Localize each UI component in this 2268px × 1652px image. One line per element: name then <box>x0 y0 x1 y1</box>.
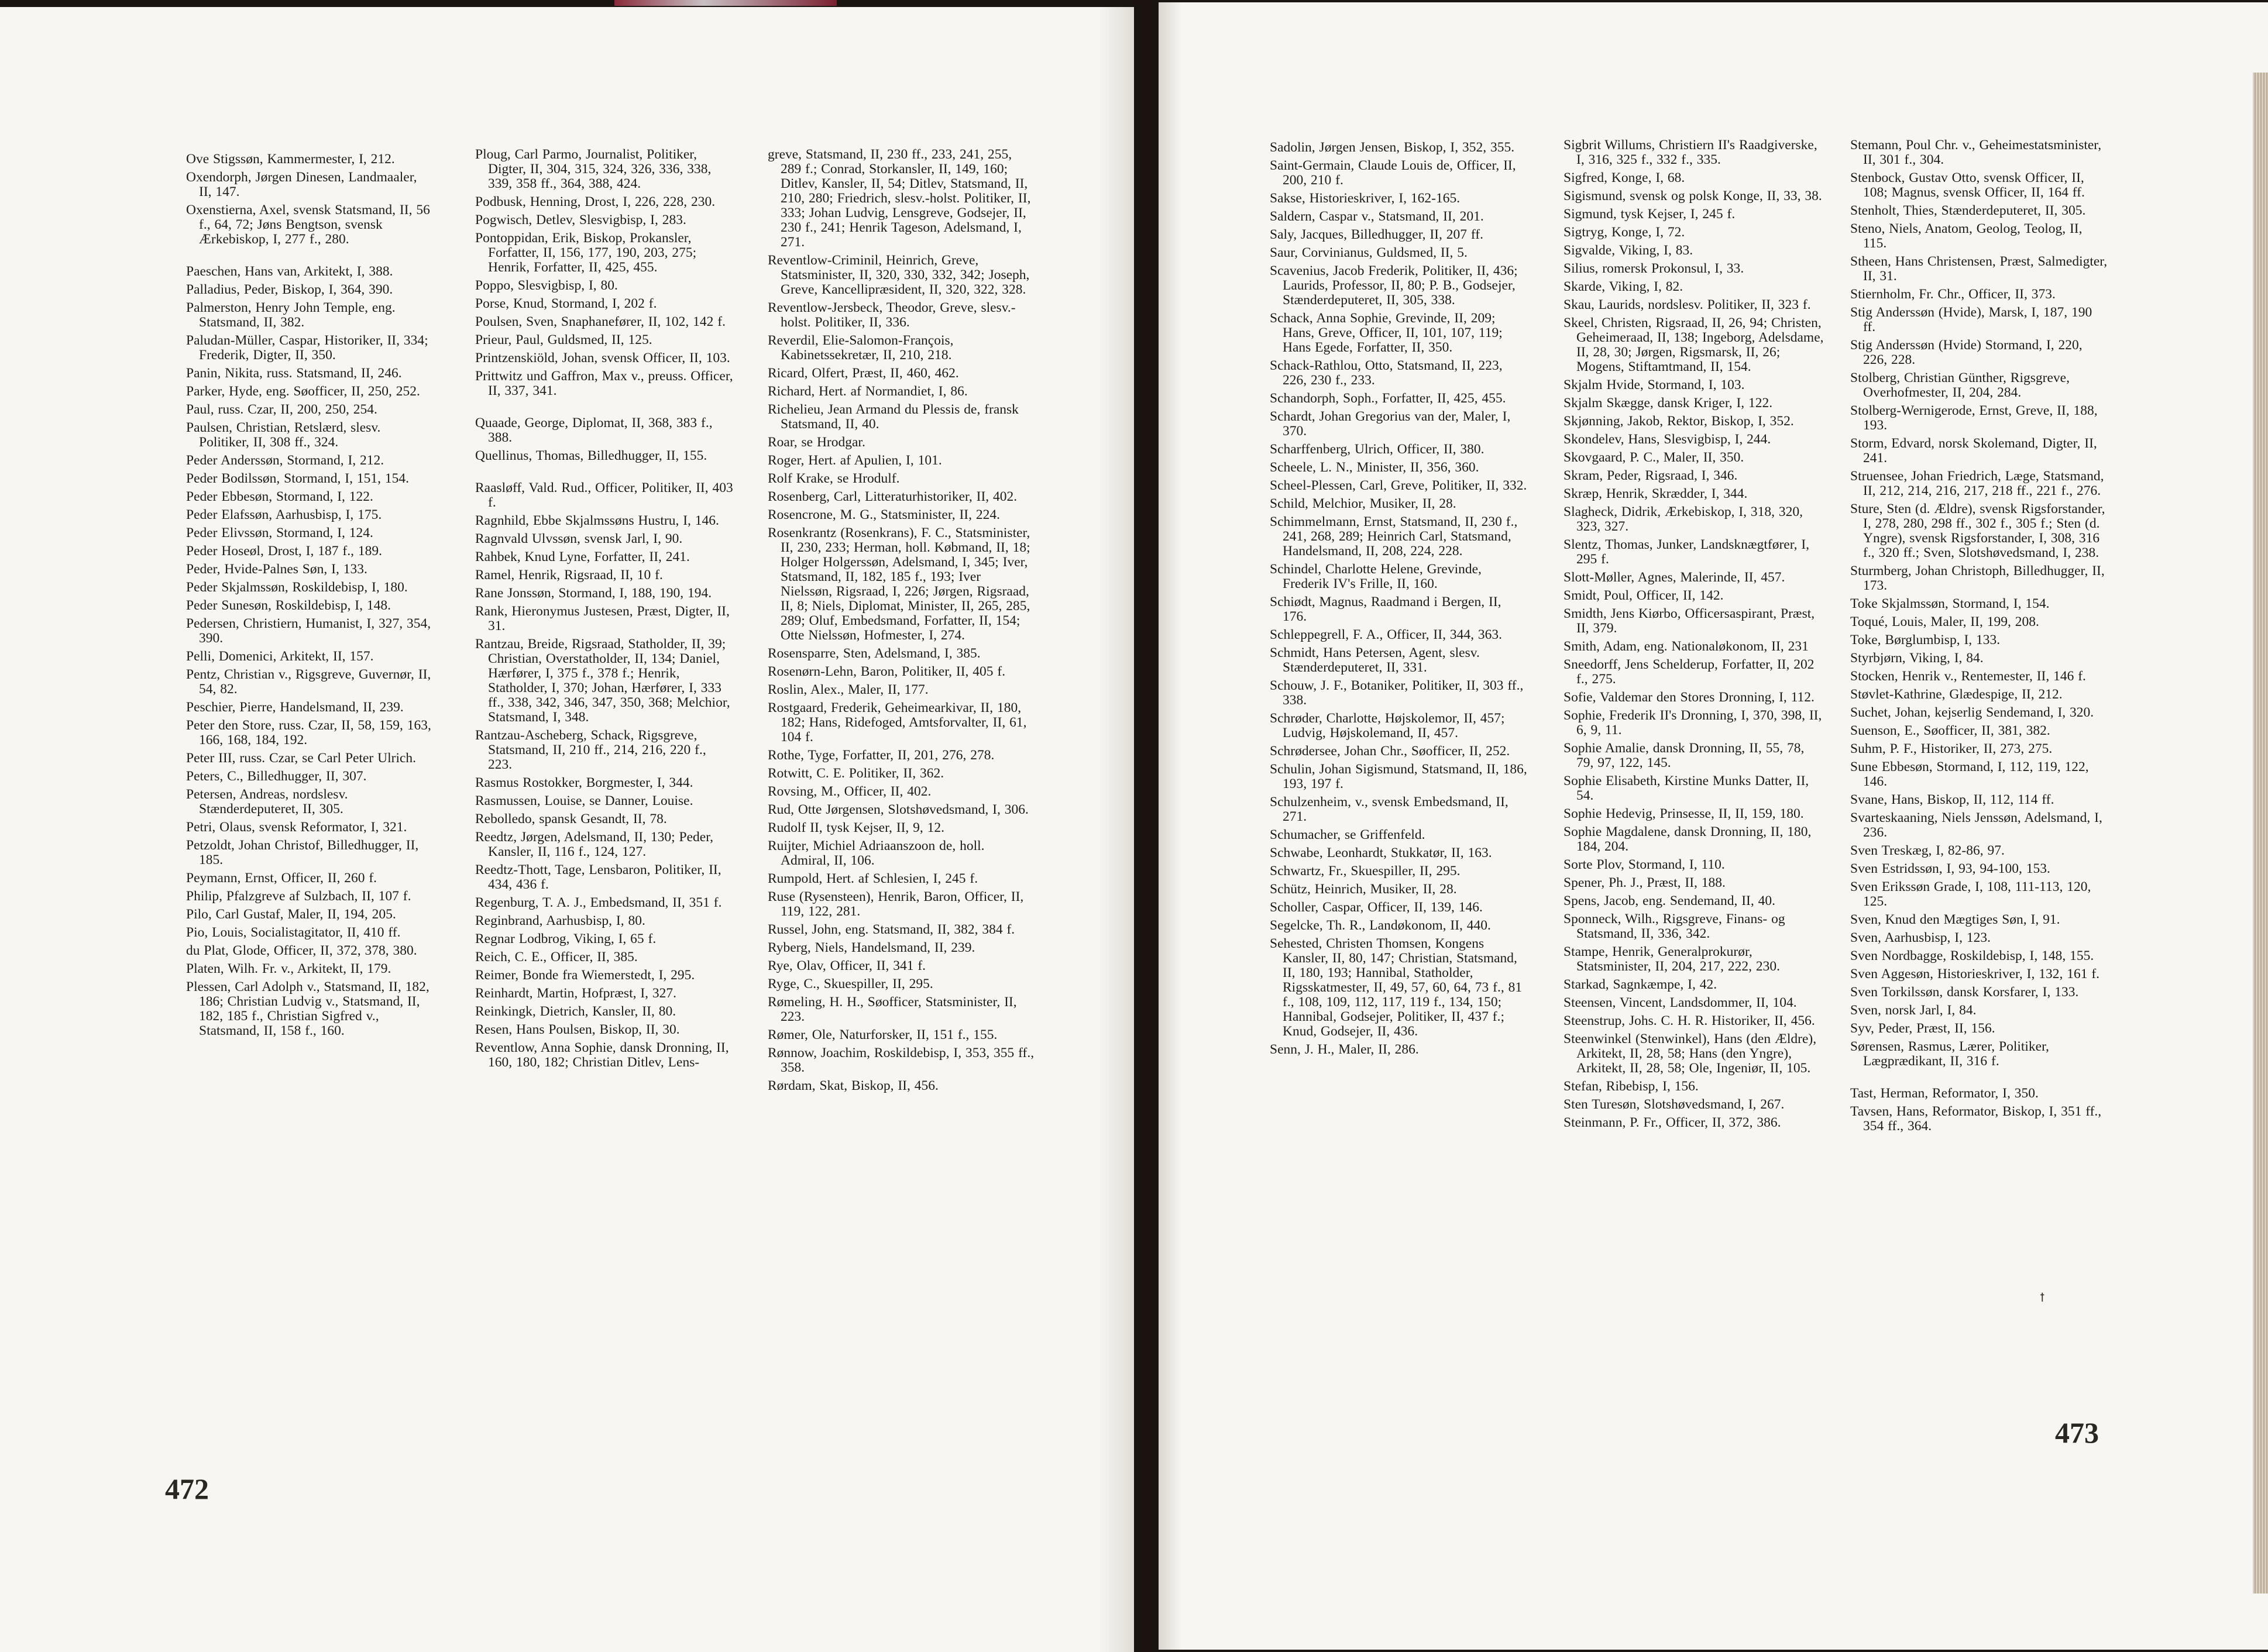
page-edge-stack <box>2253 73 2268 1594</box>
pencil-mark-icon: ꝉ <box>2040 1292 2045 1305</box>
index-entry: Saur, Corvinianus, Guldsmed, II, 5. <box>1270 245 1468 260</box>
index-entry: Paludan-Müller, Caspar, Historiker, II, 334; Frederik, Digter, II, 350. <box>186 333 428 363</box>
index-entry: Sven Estridssøn, I, 93, 94-100, 153. <box>1850 861 2050 876</box>
index-entry: Sigtryg, Konge, I, 72. <box>1563 225 1685 240</box>
index-column <box>1850 138 2108 1137</box>
section-gap <box>475 467 734 481</box>
index-entry: Steinmann, P. Fr., Officer, II, 372, 386. <box>1563 1115 1781 1130</box>
index-entry: Skram, Peder, Rigsraad, I, 346. <box>1563 468 1738 483</box>
index-entry: Slagheck, Didrik, Ærkebiskop, I, 318, 320, 323, 327. <box>1563 504 1803 534</box>
index-entry: Styrbjørn, Viking, I, 84. <box>1850 651 1984 666</box>
index-entry: Steno, Niels, Anatom, Geolog, Teolog, II, 115. <box>1850 221 2083 251</box>
index-entry: Roger, Hert. af Apulien, I, 101. <box>768 453 942 468</box>
index-entry: Reinkingk, Dietrich, Kansler, II, 80. <box>475 1004 676 1019</box>
index-entry: greve, Statsmand, II, 230 ff., 233, 241, 255, 289 f.; Conrad, Storkansler, II, 149, 160; Ditlev, Kansler, II, 54; Ditlev, Statsmand, II, 210, 280; Friedrich, slesv.-holst. Politiker, II, 333; Johan Ludvig, Lensgreve, Godsejer, II, 230 f., 241; Henrik Tageson, Adelsmand, I, 271. <box>768 147 1031 250</box>
index-entry: Sven Torkilssøn, dansk Korsfarer, I, 133. <box>1850 985 2079 1000</box>
index-entry: Segelcke, Th. R., Landøkonom, II, 440. <box>1270 918 1491 933</box>
index-entry: Rørdam, Skat, Biskop, II, 456. <box>768 1078 939 1093</box>
index-entry: Sture, Sten (d. Ældre), svensk Rigsforstander, I, 278, 280, 298 ff., 302 f., 305 f.; Sten (d. Yngre), svensk Rigsforstander, I, 308, 316 f., 320 ff.; Sven, Slotshøvedsmand, I, 238. <box>1850 501 2105 560</box>
index-entry: Ove Stigssøn, Kammermester, I, 212. <box>186 152 395 167</box>
page-gutter-shadow <box>1099 7 1134 1652</box>
index-entry: Scheel-Plessen, Carl, Greve, Politiker, II, 332. <box>1270 478 1527 493</box>
index-entry: Slott-Møller, Agnes, Malerinde, II, 457. <box>1563 570 1785 585</box>
index-entry: Rosensparre, Sten, Adelsmand, I, 385. <box>768 646 981 661</box>
index-entry: Roslin, Alex., Maler, II, 177. <box>768 682 929 697</box>
index-entry: Sven, norsk Jarl, I, 84. <box>1850 1003 1977 1018</box>
index-entry: Rotwitt, C. E. Politiker, II, 362. <box>768 766 944 781</box>
index-column <box>1563 138 1824 1134</box>
index-entry: Rothe, Tyge, Forfatter, II, 201, 276, 278. <box>768 748 995 763</box>
index-entry: Saly, Jacques, Billedhugger, II, 207 ff. <box>1270 227 1483 242</box>
index-entry: Toke Skjalmssøn, Stormand, I, 154. <box>1850 596 2050 611</box>
index-column <box>186 152 432 1042</box>
index-entry: Schiødt, Magnus, Raadmand i Bergen, II, 176. <box>1270 594 1501 624</box>
index-entry: Pilo, Carl Gustaf, Maler, II, 194, 205. <box>186 907 396 922</box>
index-entry: Reich, C. E., Officer, II, 385. <box>475 949 638 965</box>
index-entry: Rolf Krake, se Hrodulf. <box>768 471 900 486</box>
index-entry: Richard, Hert. af Normandiet, I, 86. <box>768 384 968 399</box>
index-entry: Sakse, Historieskriver, I, 162-165. <box>1270 191 1461 206</box>
index-entry: Sten Turesøn, Slotshøvedsmand, I, 267. <box>1563 1097 1785 1112</box>
page-number: 472 <box>165 1472 209 1505</box>
index-entry: Scheele, L. N., Minister, II, 356, 360. <box>1270 460 1479 475</box>
index-entry: Saldern, Caspar v., Statsmand, II, 201. <box>1270 209 1484 224</box>
section-gap <box>1850 1072 2108 1086</box>
index-entry: Sørensen, Rasmus, Lærer, Politiker, Lægprædikant, II, 316 f. <box>1850 1039 2049 1069</box>
index-entry: Sophie Elisabeth, Kirstine Munks Datter, II, 54. <box>1563 773 1809 803</box>
index-entry: Prittwitz und Gaffron, Max v., preuss. Officer, II, 337, 341. <box>475 369 733 398</box>
index-entry: Palmerston, Henry John Temple, eng. Statsmand, II, 382. <box>186 300 396 330</box>
index-entry: Ragnhild, Ebbe Skjalmssøns Hustru, I, 146. <box>475 513 719 528</box>
index-entry: Podbusk, Henning, Drost, I, 226, 228, 230. <box>475 194 716 209</box>
index-entry: Sven, Knud den Mægtiges Søn, I, 91. <box>1850 912 2060 927</box>
index-entry: Stig Anderssøn (Hvide) Stormand, I, 220, 226, 228. <box>1850 338 2083 367</box>
index-entry: Reventlow, Anna Sophie, dansk Dronning, II, 160, 180, 182; Christian Ditlev, Lens- <box>475 1040 729 1070</box>
index-entry: Ragnvald Ulvssøn, svensk Jarl, I, 90. <box>475 531 683 546</box>
index-entry: Stemann, Poul Chr. v., Geheimestatsminister, II, 301 f., 304. <box>1850 137 2102 167</box>
index-column <box>768 147 1036 1097</box>
index-entry: Støvlet-Kathrine, Glædespige, II, 212. <box>1850 687 2063 702</box>
index-entry: Russel, John, eng. Statsmand, II, 382, 384 f. <box>768 922 1015 937</box>
index-entry: Peter den Store, russ. Czar, II, 58, 159, 163, 166, 168, 184, 192. <box>186 718 431 748</box>
index-entry: Plessen, Carl Adolph v., Statsmand, II, 182, 186; Christian Ludvig v., Statsmand, II, 182, 185 f., Christian Sigfred v., Statsmand, II, 158 f., 160. <box>186 979 429 1038</box>
index-entry: Sofie, Valdemar den Stores Dronning, I, 112. <box>1563 690 1815 705</box>
index-entry: Schandorph, Soph., Forfatter, II, 425, 455. <box>1270 391 1506 406</box>
index-entry: Schouw, J. F., Botaniker, Politiker, II, 303 ff., 338. <box>1270 678 1524 708</box>
index-entry: Oxenstierna, Axel, svensk Statsmand, II, 56 f., 64, 72; Jøns Bengtson, svensk Ærkebiskop, I, 277 f., 280. <box>186 202 430 247</box>
index-entry: Ploug, Carl Parmo, Journalist, Politiker, Digter, II, 304, 315, 324, 326, 336, 338, 339, 358 ff., 364, 388, 424. <box>475 147 712 191</box>
index-entry: Ruse (Rysensteen), Henrik, Baron, Officer, II, 119, 122, 281. <box>768 889 1024 919</box>
index-entry: Peder Elivssøn, Stormand, I, 124. <box>186 525 373 541</box>
index-entry: Pio, Louis, Socialistagitator, II, 410 ff. <box>186 925 401 940</box>
index-entry: Schütz, Heinrich, Musiker, II, 28. <box>1270 882 1457 897</box>
index-entry: Skjalm Hvide, Stormand, I, 103. <box>1563 377 1745 393</box>
index-entry: Sneedorff, Jens Schelderup, Forfatter, II, 202 f., 275. <box>1563 657 1815 687</box>
index-entry: Rosencrone, M. G., Statsminister, II, 224. <box>768 507 1000 522</box>
index-column <box>1270 140 1527 1061</box>
index-entry: Petzoldt, Johan Christof, Billedhugger, II, 185. <box>186 838 419 868</box>
index-entry: Parker, Hyde, eng. Søofficer, II, 250, 252. <box>186 384 420 399</box>
index-entry: Rebolledo, spansk Gesandt, II, 78. <box>475 811 667 827</box>
index-entry: Schulzenheim, v., svensk Embedsmand, II, 271. <box>1270 794 1508 824</box>
index-entry: Schild, Melchior, Musiker, II, 28. <box>1270 496 1456 511</box>
index-entry: Rane Jonssøn, Stormand, I, 188, 190, 194. <box>475 586 712 601</box>
index-entry: Steenwinkel (Stenwinkel), Hans (den Ældre), Arkitekt, II, 28, 58; Hans (den Yngre), Arkitekt, II, 28, 58; Ole, Ingeniør, II, 105. <box>1563 1031 1817 1076</box>
index-entry: Paulsen, Christian, Retslærd, slesv. Politiker, II, 308 ff., 324. <box>186 420 381 450</box>
index-entry: Rasmussen, Louise, se Danner, Louise. <box>475 793 693 808</box>
page-number: 473 <box>2055 1416 2099 1449</box>
index-entry: Spener, Ph. J., Præst, II, 188. <box>1563 875 1726 890</box>
index-entry: Tast, Herman, Reformator, I, 350. <box>1850 1086 2039 1101</box>
index-entry: Storm, Edvard, norsk Skolemand, Digter, II, 241. <box>1850 436 2097 466</box>
index-entry: Resen, Hans Poulsen, Biskop, II, 30. <box>475 1022 680 1037</box>
index-entry: Rømeling, H. H., Søofficer, Statsminister, II, 223. <box>768 994 1017 1024</box>
index-entry: Regenburg, T. A. J., Embedsmand, II, 351 f. <box>475 895 722 910</box>
index-entry: Smidt, Poul, Officer, II, 142. <box>1563 588 1724 603</box>
index-entry: Rumpold, Hert. af Schlesien, I, 245 f. <box>768 871 978 886</box>
index-entry: Quellinus, Thomas, Billedhugger, II, 155. <box>475 448 707 463</box>
index-entry: Ramel, Henrik, Rigsraad, II, 10 f. <box>475 567 663 583</box>
index-entry: Roar, se Hrodgar. <box>768 435 865 450</box>
index-entry: Petri, Olaus, svensk Reformator, I, 321. <box>186 820 407 835</box>
index-entry: Sponneck, Wilh., Rigsgreve, Finans- og Statsmand, II, 336, 342. <box>1563 911 1785 941</box>
index-entry: Reverdil, Elie-Salomon-François, Kabinetssekretær, II, 210, 218. <box>768 333 954 363</box>
index-entry: Sigfred, Konge, I, 68. <box>1563 170 1685 185</box>
index-entry: Poppo, Slesvigbisp, I, 80. <box>475 278 618 293</box>
index-entry: Prieur, Paul, Guldsmed, II, 125. <box>475 332 652 347</box>
index-entry: Skeel, Christen, Rigsraad, II, 26, 94; Christen, Geheimeraad, II, 138; Ingeborg, Adelsdame, II, 28, 30; Jørgen, Rigsmarsk, II, 26; Mogens, Stiftamtmand, II, 154. <box>1563 315 1824 374</box>
index-entry: Scholler, Caspar, Officer, II, 139, 146. <box>1270 900 1483 915</box>
index-entry: Schardt, Johan Gregorius van der, Maler, I, 370. <box>1270 409 1511 439</box>
index-entry: Reedtz, Jørgen, Adelsmand, II, 130; Peder, Kansler, II, 116 f., 124, 127. <box>475 830 713 859</box>
section-gap <box>186 250 432 264</box>
index-entry: Rosenørn-Lehn, Baron, Politiker, II, 405 f. <box>768 664 1006 679</box>
index-entry: Rømer, Ole, Naturforsker, II, 151 f., 155. <box>768 1027 998 1042</box>
index-entry: Smidth, Jens Kiørbo, Officersaspirant, Præst, II, 379. <box>1563 606 1815 636</box>
index-entry: Silius, romersk Prokonsul, I, 33. <box>1563 261 1744 276</box>
index-entry: Sven Erikssøn Grade, I, 108, 111-113, 120, 125. <box>1850 879 2091 909</box>
index-entry: Stocken, Henrik v., Rentemester, II, 146 f. <box>1850 669 2086 684</box>
index-entry: Rantzau-Ascheberg, Schack, Rigsgreve, Statsmand, II, 210 ff., 214, 216, 220 f., 223. <box>475 728 706 772</box>
index-entry: Schulin, Johan Sigismund, Statsmand, II, 186, 193, 197 f. <box>1270 762 1527 791</box>
index-entry: Sven Aggesøn, Historieskriver, I, 132, 161 f. <box>1850 966 2100 982</box>
index-entry: Pelli, Domenici, Arkitekt, II, 157. <box>186 649 374 664</box>
index-entry: Starkad, Sagnkæmpe, I, 42. <box>1563 977 1717 992</box>
index-entry: Slentz, Thomas, Junker, Landsknægtfører, I, 295 f. <box>1563 537 1810 567</box>
index-entry: Schleppegrell, F. A., Officer, II, 344, 363. <box>1270 627 1502 642</box>
index-entry: Schack-Rathlou, Otto, Statsmand, II, 223, 226, 230 f., 233. <box>1270 358 1503 388</box>
index-entry: Palladius, Peder, Biskop, I, 364, 390. <box>186 282 393 297</box>
right-page <box>1159 2 2268 1650</box>
index-entry: Peder, Hvide-Palnes Søn, I, 133. <box>186 562 367 577</box>
index-entry: Stig Anderssøn (Hvide), Marsk, I, 187, 190 ff. <box>1850 305 2092 335</box>
index-entry: Skovgaard, P. C., Maler, II, 350. <box>1563 450 1744 465</box>
index-entry: Pentz, Christian v., Rigsgreve, Guvernør, II, 54, 82. <box>186 667 431 697</box>
index-entry: du Plat, Glode, Officer, II, 372, 378, 380. <box>186 943 417 958</box>
index-entry: Peschier, Pierre, Handelsmand, II, 239. <box>186 700 404 715</box>
index-entry: Skjalm Skægge, dansk Kriger, I, 122. <box>1563 395 1773 411</box>
index-entry: Rasmus Rostokker, Borgmester, I, 344. <box>475 775 693 790</box>
index-entry: Peder Bodilssøn, Stormand, I, 151, 154. <box>186 471 409 486</box>
index-entry: Schack, Anna Sophie, Grevinde, II, 209; Hans, Greve, Officer, II, 101, 107, 119; Hans Egede, Forfatter, II, 350. <box>1270 311 1503 355</box>
index-entry: Regnar Lodbrog, Viking, I, 65 f. <box>475 931 657 947</box>
index-entry: Peters, C., Billedhugger, II, 307. <box>186 769 367 784</box>
index-entry: Stenholt, Thies, Stænderdeputeret, II, 305. <box>1850 203 2086 218</box>
index-entry: Stheen, Hans Christensen, Præst, Salmedigter, II, 31. <box>1850 254 2108 284</box>
index-entry: Pontoppidan, Erik, Biskop, Prokansler, Forfatter, II, 156, 177, 190, 203, 275; Henrik, Forfatter, II, 425, 455. <box>475 230 697 275</box>
index-entry: Sigbrit Willums, Christiern II's Raadgiverske, I, 316, 325 f., 332 f., 335. <box>1563 137 1817 167</box>
index-entry: Sigmund, tysk Kejser, I, 245 f. <box>1563 206 1736 222</box>
book-spine-edge <box>614 0 837 6</box>
index-entry: Toqué, Louis, Maler, II, 199, 208. <box>1850 614 2039 629</box>
index-column <box>475 147 734 1073</box>
index-entry: Rosenberg, Carl, Litteraturhistoriker, II, 402. <box>768 489 1018 504</box>
index-entry: Philip, Pfalzgreve af Sulzbach, II, 107 f. <box>186 889 411 904</box>
index-entry: Paeschen, Hans van, Arkitekt, I, 388. <box>186 264 393 279</box>
index-entry: Reventlow-Criminil, Heinrich, Greve, Statsminister, II, 320, 330, 332, 342; Joseph, Greve, Kancellipræsident, II, 320, 322, 328. <box>768 253 1030 297</box>
index-entry: Peder Anderssøn, Stormand, I, 212. <box>186 453 384 468</box>
index-entry: Tavsen, Hans, Reformator, Biskop, I, 351 ff., 354 ff., 364. <box>1850 1104 2102 1134</box>
index-entry: Svarteskaaning, Niels Jenssøn, Adelsmand, I, 236. <box>1850 810 2102 840</box>
index-entry: Rostgaard, Frederik, Geheimearkivar, II, 180, 182; Hans, Ridefoged, Amtsforvalter, II, 61, 104 f. <box>768 700 1027 745</box>
page-gutter-shadow <box>1159 2 1182 1650</box>
index-entry: Peder Sunesøn, Roskildebisp, I, 148. <box>186 598 391 613</box>
index-entry: Peder Hoseøl, Drost, I, 187 f., 189. <box>186 543 382 559</box>
index-entry: Steensen, Vincent, Landsdommer, II, 104. <box>1563 995 1797 1010</box>
index-entry: Rantzau, Breide, Rigsraad, Statholder, II, 39; Christian, Overstatholder, II, 134; Daniel, Hærfører, I, 375 f., 378 f.; Henrik, Statholder, I, 370; Johan, Hærfører, I, 333 ff., 338, 342, 346, 347, 350, 368; Melchior, Statsmand, I, 348. <box>475 636 730 725</box>
index-entry: Stolberg-Wernigerode, Ernst, Greve, II, 188, 193. <box>1850 403 2098 433</box>
index-entry: Sadolin, Jørgen Jensen, Biskop, I, 352, 355. <box>1270 140 1515 155</box>
index-entry: Poulsen, Sven, Snaphanefører, II, 102, 142 f. <box>475 314 726 329</box>
index-entry: Scavenius, Jacob Frederik, Politiker, II, 436; Laurids, Professor, II, 80; P. B., Godsejer, Stænderdeputeret, II, 305, 338. <box>1270 263 1518 308</box>
index-entry: Sigvalde, Viking, I, 83. <box>1563 243 1693 258</box>
index-entry: Petersen, Andreas, nordslesv. Stænderdeputeret, II, 305. <box>186 787 348 817</box>
index-entry: Ricard, Olfert, Præst, II, 460, 462. <box>768 366 959 381</box>
index-entry: Sven Treskæg, I, 82-86, 97. <box>1850 843 2005 858</box>
index-entry: Rank, Hieronymus Justesen, Præst, Digter, II, 31. <box>475 604 730 634</box>
index-entry: Stiernholm, Fr. Chr., Officer, II, 373. <box>1850 287 2056 302</box>
index-entry: Oxendorph, Jørgen Dinesen, Landmaaler, II, 147. <box>186 170 417 199</box>
index-entry: Schmidt, Hans Petersen, Agent, slesv. Stænderdeputeret, II, 331. <box>1270 645 1480 675</box>
index-entry: Peder Elafssøn, Aarhusbisp, I, 175. <box>186 507 382 522</box>
index-entry: Steenstrup, Johs. C. H. R. Historiker, II, 456. <box>1563 1013 1815 1028</box>
index-entry: Rudolf II, tysk Kejser, II, 9, 12. <box>768 820 945 835</box>
index-entry: Senn, J. H., Maler, II, 286. <box>1270 1042 1419 1057</box>
index-entry: Spens, Jacob, eng. Sendemand, II, 40. <box>1563 893 1775 908</box>
index-entry: Paul, russ. Czar, II, 200, 250, 254. <box>186 402 377 417</box>
index-entry: Stefan, Ribebisp, I, 156. <box>1563 1079 1699 1094</box>
index-entry: Toke, Børglumbisp, I, 133. <box>1850 632 2001 648</box>
index-entry: Rosenkrantz (Rosenkrans), F. C., Statsminister, II, 230, 233; Herman, holl. Købmand, II, 18; Holger Holgerssøn, Adelsmand, I, 345; Iver, Statsmand, II, 182, 185 f., 193; Iver Nielssøn, Rigsraad, I, 226; Jørgen, Rigsraad, II, 8; Niels, Diplomat, Minister, II, 265, 285, 289; Oluf, Embedsmand, Forfatter, II, 154; Otte Nielssøn, Hofmester, I, 274. <box>768 525 1030 643</box>
index-entry: Skau, Laurids, nordslesv. Politiker, II, 323 f. <box>1563 297 1811 312</box>
index-entry: Pogwisch, Detlev, Slesvigbisp, I, 283. <box>475 212 686 228</box>
index-entry: Skondelev, Hans, Slesvigbisp, I, 244. <box>1563 432 1771 447</box>
index-entry: Schwartz, Fr., Skuespiller, II, 295. <box>1270 863 1461 879</box>
index-entry: Schrødersee, Johan Chr., Søofficer, II, 252. <box>1270 744 1510 759</box>
index-entry: Stampe, Henrik, Generalprokurør, Statsminister, II, 204, 217, 222, 230. <box>1563 944 1781 974</box>
index-entry: Printzenskiöld, Johan, svensk Officer, II, 103. <box>475 350 730 366</box>
index-entry: Ryge, C., Skuespiller, II, 295. <box>768 976 933 992</box>
index-entry: Schwabe, Leonhardt, Stukkatør, II, 163. <box>1270 845 1492 861</box>
index-entry: Syv, Peder, Præst, II, 156. <box>1850 1021 1995 1036</box>
index-entry: Panin, Nikita, russ. Statsmand, II, 246. <box>186 366 402 381</box>
index-entry: Peder Ebbesøn, Stormand, I, 122. <box>186 489 373 504</box>
index-entry: Svane, Hans, Biskop, II, 112, 114 ff. <box>1850 792 2054 807</box>
index-entry: Rud, Otte Jørgensen, Slotshøvedsmand, I, 306. <box>768 802 1029 817</box>
index-entry: Porse, Knud, Stormand, I, 202 f. <box>475 296 657 311</box>
left-page <box>0 7 1134 1652</box>
index-entry: Sturmberg, Johan Christoph, Billedhugger, II, 173. <box>1850 563 2105 593</box>
index-entry: Peter III, russ. Czar, se Carl Peter Ulrich. <box>186 751 417 766</box>
index-entry: Scharffenberg, Ulrich, Officer, II, 380. <box>1270 442 1484 457</box>
index-entry: Reginbrand, Aarhusbisp, I, 80. <box>475 913 645 928</box>
index-entry: Suhm, P. F., Historiker, II, 273, 275. <box>1850 741 2053 756</box>
index-entry: Reventlow-Jersbeck, Theodor, Greve, slesv.-holst. Politiker, II, 336. <box>768 300 1016 330</box>
index-entry: Pedersen, Christiern, Humanist, I, 327, 354, 390. <box>186 616 431 646</box>
index-entry: Skræp, Henrik, Skrædder, I, 344. <box>1563 486 1748 501</box>
index-entry: Rahbek, Knud Lyne, Forfatter, II, 241. <box>475 549 690 565</box>
index-entry: Rye, Olav, Officer, II, 341 f. <box>768 958 926 973</box>
index-entry: Struensee, Johan Friedrich, Læge, Statsmand, II, 212, 214, 216, 217, 218 ff., 221 f., 276. <box>1850 469 2104 498</box>
index-entry: Reinhardt, Martin, Hofpræst, I, 327. <box>475 986 677 1001</box>
index-entry: Skjønning, Jakob, Rektor, Biskop, I, 352. <box>1563 414 1794 429</box>
index-entry: Suenson, E., Søofficer, II, 381, 382. <box>1850 723 2050 738</box>
index-entry: Ruijter, Michiel Adriaanszoon de, holl. Admiral, II, 106. <box>768 838 985 868</box>
index-entry: Raasløff, Vald. Rud., Officer, Politiker, II, 403 f. <box>475 480 733 510</box>
index-entry: Peymann, Ernst, Officer, II, 260 f. <box>186 870 377 886</box>
index-entry: Sophie Amalie, dansk Dronning, II, 55, 78, 79, 97, 122, 145. <box>1563 741 1805 770</box>
index-entry: Sophie, Frederik II's Dronning, I, 370, 398, II, 6, 9, 11. <box>1563 708 1822 738</box>
index-entry: Sehested, Christen Thomsen, Kongens Kansler, II, 80, 147; Christian, Statsmand, II, 180, 193; Hannibal, Statholder, Rigsskatmester, II, 49, 57, 60, 64, 73 f., 81 f., 108, 109, 112, 117, 119 f., 134, 150; Hannibal, Godsejer, Politiker, II, 437 f.; Knud, Godsejer, II, 436. <box>1270 936 1523 1039</box>
index-entry: Sophie Magdalene, dansk Dronning, II, 180, 184, 204. <box>1563 824 1812 854</box>
index-entry: Reedtz-Thott, Tage, Lensbaron, Politiker, II, 434, 436 f. <box>475 862 721 892</box>
index-entry: Peder Skjalmssøn, Roskildebisp, I, 180. <box>186 580 408 595</box>
index-entry: Sven, Aarhusbisp, I, 123. <box>1850 930 1991 945</box>
index-entry: Stolberg, Christian Günther, Rigsgreve, Overhofmester, II, 204, 284. <box>1850 370 2070 400</box>
index-entry: Schrøder, Charlotte, Højskolemor, II, 457; Ludvig, Højskolemand, II, 457. <box>1270 711 1505 741</box>
index-entry: Ryberg, Niels, Handelsmand, II, 239. <box>768 940 975 955</box>
index-entry: Schumacher, se Griffenfeld. <box>1270 827 1425 842</box>
index-entry: Sven Nordbagge, Roskildebisp, I, 148, 155. <box>1850 948 2094 963</box>
index-entry: Schimmelmann, Ernst, Statsmand, II, 230 f., 241, 268, 289; Heinrich Carl, Statsmand, Handelsmand, II, 208, 224, 228. <box>1270 514 1518 559</box>
index-entry: Rønnow, Joachim, Roskildebisp, I, 353, 355 ff., 358. <box>768 1045 1035 1075</box>
section-gap <box>475 402 734 416</box>
index-entry: Skarde, Viking, I, 82. <box>1563 279 1683 294</box>
index-entry: Saint-Germain, Claude Louis de, Officer, II, 200, 210 f. <box>1270 158 1516 188</box>
index-entry: Sorte Plov, Stormand, I, 110. <box>1563 857 1725 872</box>
index-entry: Sune Ebbesøn, Stormand, I, 112, 119, 122, 146. <box>1850 759 2089 789</box>
index-entry: Quaade, George, Diplomat, II, 368, 383 f., 388. <box>475 415 713 445</box>
index-entry: Richelieu, Jean Armand du Plessis de, fransk Statsmand, II, 40. <box>768 402 1019 432</box>
index-entry: Sigismund, svensk og polsk Konge, II, 33, 38. <box>1563 188 1822 204</box>
index-entry: Sophie Hedevig, Prinsesse, II, II, 159, 180. <box>1563 806 1804 821</box>
index-entry: Suchet, Johan, kejserlig Sendemand, I, 320. <box>1850 705 2094 720</box>
index-entry: Smith, Adam, eng. Nationaløkonom, II, 231 <box>1563 639 1809 654</box>
index-entry: Reimer, Bonde fra Wiemerstedt, I, 295. <box>475 968 695 983</box>
book-gutter <box>1134 0 1159 1652</box>
index-entry: Rovsing, M., Officer, II, 402. <box>768 784 932 799</box>
index-entry: Stenbock, Gustav Otto, svensk Officer, II, 108; Magnus, svensk Officer, II, 164 ff. <box>1850 170 2085 200</box>
index-entry: Schindel, Charlotte Helene, Grevinde, Frederik IV's Frille, II, 160. <box>1270 562 1482 591</box>
index-entry: Platen, Wilh. Fr. v., Arkitekt, II, 179. <box>186 961 391 976</box>
